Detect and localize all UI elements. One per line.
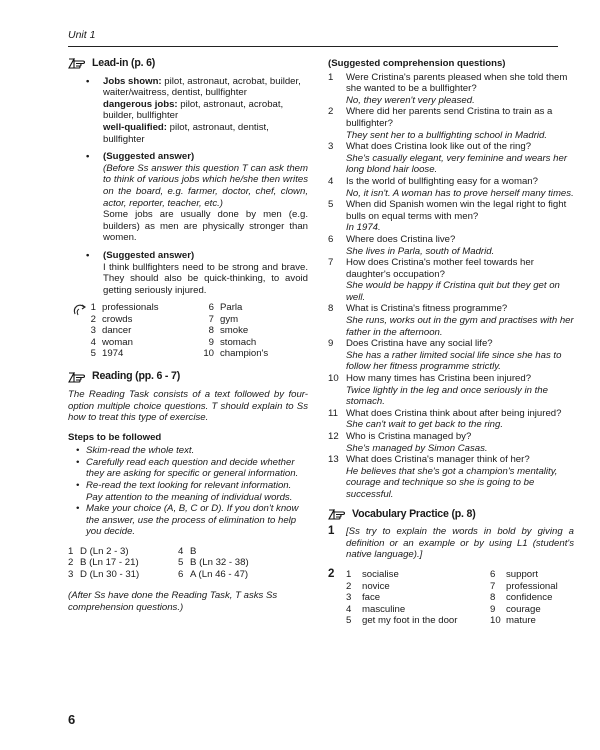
question-text: What does Cristina look like out of the ring? xyxy=(346,141,532,153)
leadin-heading xyxy=(68,58,308,70)
answer-num: 5 xyxy=(178,557,184,569)
exercise-number: 1 xyxy=(328,525,335,538)
vocab-num: 1 xyxy=(346,568,352,580)
comprehension-question xyxy=(328,176,574,199)
question-text: How does Cristina's mother feel towards her daughter's occupation? xyxy=(346,257,534,280)
vocab-heading-text: Vocabulary Practice (p. 8) xyxy=(352,507,476,520)
answer1-teacher-note: (Before Ss answer this question T can ask them to think of various jobs which he/she then writes on the board, e.g. farmer, doctor, chef, clown, actor, reporter, teacher, etc.) xyxy=(103,162,308,209)
answer-text: No, it isn't. A woman has to prove herself many times. xyxy=(346,187,574,199)
reading-answers xyxy=(68,546,308,580)
word-num: 3 xyxy=(90,325,96,337)
well-qualified-text: pilot, astronaut, dentist, bullfighter xyxy=(103,121,269,145)
question-body xyxy=(346,338,574,373)
vocab-num: 9 xyxy=(490,603,496,615)
answer: A (Ln 46 - 47) xyxy=(190,568,249,580)
question-number: 4 xyxy=(328,175,334,187)
question-number: 7 xyxy=(328,257,334,269)
answer-text: She lives in Parla, south of Madrid. xyxy=(346,245,495,257)
comprehension-question xyxy=(328,303,574,338)
word: woman xyxy=(102,336,133,348)
pointing-hand-icon xyxy=(328,509,345,520)
answer: B (Ln 32 - 38) xyxy=(190,557,249,569)
answer-text: She's managed by Simon Casas. xyxy=(346,442,488,454)
step-item: • Re-read the text looking for relevant information. Pay attention to the meaning of individual words. xyxy=(76,480,308,503)
vocab-word: get my foot in the door xyxy=(362,615,458,627)
question-text: Where did her parents send Cristina to train as a bullfighter? xyxy=(346,106,553,129)
word: gym xyxy=(220,313,239,325)
question-body xyxy=(346,199,574,234)
vocab-num: 8 xyxy=(490,592,496,604)
answer: B (Ln 17 - 21) xyxy=(80,557,139,569)
word: 1974 xyxy=(102,347,124,359)
answer-num: 3 xyxy=(68,568,74,580)
comprehension-question xyxy=(328,234,574,257)
vocab-num: 7 xyxy=(490,580,496,592)
question-body xyxy=(346,176,574,199)
vocab-num: 2 xyxy=(346,580,352,592)
answer-text: She's casually elegant, very feminine and wears her long blond hair loose. xyxy=(346,152,568,176)
exercise-number: 2 xyxy=(328,567,335,580)
question-body xyxy=(346,454,574,500)
question-body xyxy=(346,408,574,431)
answer-text: She has a rather limited social life since she has to follow her fitness programme strictly. xyxy=(346,349,562,373)
dangerous-label: dangerous jobs: xyxy=(103,98,178,110)
question-text: Who is Cristina managed by? xyxy=(346,431,472,442)
comprehension-question xyxy=(328,408,574,431)
question-body xyxy=(346,141,574,176)
vocab-word: confidence xyxy=(506,592,553,604)
steps-title: Steps to be followed xyxy=(68,431,162,443)
answer-text: She runs, works out in the gym and practises with her father in the afternoon. xyxy=(346,315,574,338)
vocab-num: 5 xyxy=(346,615,352,627)
reading-heading-text: Reading (pp. 6 - 7) xyxy=(92,370,181,383)
word: crowds xyxy=(102,313,133,325)
steps-list xyxy=(76,445,308,538)
vocab-num: 6 xyxy=(490,568,496,580)
answer-text: She can't wait to get back to the ring. xyxy=(346,419,504,431)
answer-num: 2 xyxy=(68,557,74,569)
leadin-heading-text: Lead-in (p. 6) xyxy=(92,57,156,69)
question-text: When did Spanish women win the legal right to fight bulls on equal terms with men? xyxy=(346,199,567,222)
question-text: What is Cristina's fitness programme? xyxy=(346,303,508,315)
vocab-num: 3 xyxy=(346,592,352,604)
page-number: 6 xyxy=(68,712,76,727)
answer2-bullet xyxy=(68,250,308,296)
unit-label: Unit 1 xyxy=(68,29,96,41)
question-text: Is the world of bullfighting easy for a woman? xyxy=(346,175,538,187)
comprehension-question xyxy=(328,373,574,408)
word-num: 7 xyxy=(208,313,214,325)
question-text: Does Cristina have any social life? xyxy=(346,338,493,350)
pointing-hand-icon xyxy=(68,58,85,69)
reading-after-note: (After Ss have done the Reading Task, T asks Ss comprehension questions.) xyxy=(68,590,278,613)
word-num: 8 xyxy=(208,325,214,337)
vocab-exercise-1 xyxy=(328,526,574,561)
reading-heading xyxy=(68,371,308,383)
comprehension-question xyxy=(328,141,574,176)
question-number: 3 xyxy=(328,141,334,153)
jobs-shown-text: pilot, astronaut, acrobat, builder, waiter/waitress, dentist, bullfighter xyxy=(103,75,301,99)
vocab-word: courage xyxy=(506,603,541,615)
vocab-exercise-2 xyxy=(328,569,574,627)
answer: D (Ln 2 - 3) xyxy=(80,546,129,558)
question-text: What does Cristina's manager think of her? xyxy=(346,454,530,466)
vocab-word: socialise xyxy=(362,568,399,580)
vocab-word: masculine xyxy=(362,603,406,615)
word-num: 1 xyxy=(90,302,96,314)
answer2-label: • (Suggested answer) xyxy=(103,249,195,261)
step-item: • Carefully read each question and decide whether they are asking for specific or general information. xyxy=(76,457,308,480)
vocab-word: novice xyxy=(362,580,390,592)
question-number: 9 xyxy=(328,338,334,350)
header-rule xyxy=(68,46,558,47)
comprehension-question xyxy=(328,257,574,303)
word: stomach xyxy=(220,336,257,348)
question-number: 1 xyxy=(328,71,334,83)
answer-num: 6 xyxy=(178,568,184,580)
comprehension-question xyxy=(328,199,574,234)
question-text: Where does Cristina live? xyxy=(346,233,456,245)
right-column xyxy=(328,58,574,627)
answer1-label: • (Suggested answer) xyxy=(103,151,195,163)
comprehension-question xyxy=(328,72,574,107)
question-number: 5 xyxy=(328,199,334,211)
word-num: 2 xyxy=(90,313,96,325)
word: Parla xyxy=(220,302,243,314)
comprehension-question xyxy=(328,454,574,500)
question-body xyxy=(346,234,574,257)
question-number: 8 xyxy=(328,303,334,315)
answer-text: In 1974. xyxy=(346,222,381,234)
comprehension-question xyxy=(328,431,574,454)
question-body xyxy=(346,431,574,454)
vocab-word: mature xyxy=(506,615,536,627)
word: dancer xyxy=(102,325,132,337)
answer-text: He believes that she's got a champion's mentality, courage and technique so she is going to be successful. xyxy=(346,465,558,500)
pointing-hand-icon xyxy=(68,372,85,383)
question-body xyxy=(346,373,574,408)
answer2-text: I think bullfighters need to be strong and brave. They should also be quick-thinking, to avoid getting seriously injured. xyxy=(103,261,308,296)
word: professionals xyxy=(102,302,159,314)
question-text: Were Cristina's parents pleased when she told them she wanted to be a bullfighter? xyxy=(346,71,568,95)
vocab-word: professional xyxy=(506,580,558,592)
comprehension-question xyxy=(328,106,574,141)
audio-icon xyxy=(72,303,90,317)
question-body xyxy=(346,257,574,303)
question-number: 11 xyxy=(328,407,338,419)
answer-num: 4 xyxy=(178,546,184,558)
word-num: 4 xyxy=(90,336,96,348)
jobs-shown-label: Jobs shown: xyxy=(103,75,162,87)
answer-text: They sent her to a bullfighting school in Madrid. xyxy=(346,129,548,141)
comprehension-list xyxy=(328,72,574,501)
vocab-word: support xyxy=(506,568,538,580)
vocab-word: face xyxy=(362,592,381,604)
answer1-text: Some jobs are usually done by men (e.g. builders) as men are physically stronger than women. xyxy=(103,209,308,244)
jobs-bullet xyxy=(68,76,308,146)
step-item: • Make your choice (A, B, C or D). If you don't know the answer, use the process of elimination to help you decide. xyxy=(76,503,308,538)
answer-num: 1 xyxy=(68,546,74,558)
step-item: • Skim-read the whole text. xyxy=(76,445,308,457)
question-number: 13 xyxy=(328,454,339,466)
word: champion's xyxy=(220,347,269,359)
answer: B xyxy=(190,546,197,558)
left-column xyxy=(68,58,308,613)
question-number: 6 xyxy=(328,233,334,245)
word-num: 5 xyxy=(90,347,96,359)
question-body xyxy=(346,303,574,338)
question-text: How many times has Cristina been injured? xyxy=(346,373,532,385)
listening-words xyxy=(68,302,308,359)
answer1-bullet xyxy=(68,151,308,244)
question-number: 2 xyxy=(328,106,334,118)
vocab-num: 4 xyxy=(346,603,352,615)
question-body xyxy=(346,106,574,141)
well-qualified-label: well-qualified: xyxy=(103,121,167,133)
vocab-heading xyxy=(328,509,574,521)
question-number: 12 xyxy=(328,431,339,442)
words-grid xyxy=(88,302,308,359)
word: smoke xyxy=(220,325,249,337)
reading-intro: The Reading Task consists of a text followed by four-option multiple choice questions. T should explain to Ss how to treat this type of exercise. xyxy=(68,388,308,424)
answer-text: She would be happy if Cristina quit but they get on well. xyxy=(346,280,560,303)
comprehension-title: (Suggested comprehension questions) xyxy=(328,58,506,69)
question-text: What does Cristina think about after being injured? xyxy=(346,407,562,419)
vocab-num: 10 xyxy=(490,615,501,627)
answer-text: No, they weren't very pleased. xyxy=(346,94,475,106)
word-num: 6 xyxy=(208,302,214,314)
question-number: 10 xyxy=(328,373,339,385)
dangerous-text: pilot, astronaut, acrobat, builder, bullfighter xyxy=(103,98,284,122)
comprehension-question xyxy=(328,338,574,373)
answer: D (Ln 30 - 31) xyxy=(80,568,140,580)
word-num: 10 xyxy=(203,347,214,359)
question-body xyxy=(346,72,574,107)
answer-text: Twice lightly in the leg and once seriously in the stomach. xyxy=(346,384,548,408)
word-num: 9 xyxy=(208,336,214,348)
exercise1-instruction: [Ss try to explain the words in bold by giving a definition or an example or by using L1 (student's native language).] xyxy=(346,526,574,561)
